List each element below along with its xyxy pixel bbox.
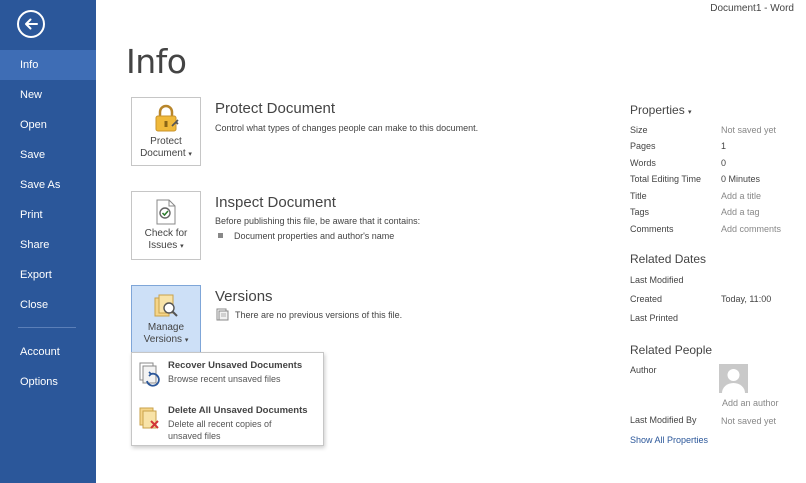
protect-document-button[interactable]: [131, 97, 201, 166]
protect-description: Control what types of changes people can make to this document.: [215, 123, 479, 133]
inspect-heading: Inspect Document: [215, 194, 336, 211]
protect-tile-label-2: Document ▾: [140, 148, 192, 159]
sidebar-item-open[interactable]: Open: [20, 119, 47, 131]
related-people-heading: Related People: [630, 343, 713, 357]
created-value: Today, 11:00: [721, 294, 772, 304]
chevron-down-icon: ▾: [180, 243, 184, 250]
bullet-icon: [218, 233, 223, 238]
prop-label-tags: Tags: [630, 207, 650, 217]
last-modified-by-value: Not saved yet: [721, 416, 777, 426]
versions-heading: Versions: [215, 288, 273, 305]
prop-label-title: Title: [630, 191, 647, 201]
author-label: Author: [630, 365, 657, 375]
prop-value-editing-time: 0 Minutes: [721, 174, 761, 184]
properties-heading[interactable]: Properties ▾: [630, 103, 692, 117]
versions-description: There are no previous versions of this file.: [235, 310, 403, 320]
versions-document-icon: [216, 308, 229, 321]
inspect-tile-label-2: Issues ▾: [148, 240, 184, 251]
prop-title-field[interactable]: Add a title: [721, 191, 762, 201]
delete-unsaved-documents-item[interactable]: [132, 399, 323, 445]
chevron-down-icon: ▾: [184, 337, 189, 344]
document-check-icon: [153, 198, 179, 226]
show-all-properties-link[interactable]: Show All Properties: [630, 435, 709, 445]
last-modified-by-label: Last Modified By: [630, 415, 697, 425]
lock-key-icon: [152, 104, 180, 134]
manage-versions-menu: [131, 352, 324, 446]
avatar: [719, 364, 748, 393]
recover-description: Browse recent unsaved files: [168, 374, 281, 384]
sidebar-item-account[interactable]: Account: [20, 346, 60, 358]
add-author-link[interactable]: Add an author: [722, 398, 779, 408]
delete-title: Delete All Unsaved Documents: [168, 405, 308, 416]
versions-tile-label-1: Manage: [147, 322, 185, 333]
last-modified-label: Last Modified: [630, 275, 684, 285]
prop-label-comments: Comments: [630, 224, 674, 234]
inspect-tile-label-1: Check for: [144, 228, 188, 239]
backstage-sidebar: [0, 0, 96, 483]
delete-description-1: Delete all recent copies of: [168, 419, 272, 429]
prop-label-size: Size: [630, 125, 648, 135]
prop-label-editing-time: Total Editing Time: [630, 174, 702, 184]
sidebar-item-close[interactable]: Close: [20, 299, 49, 311]
sidebar-item-info[interactable]: Info: [0, 50, 96, 80]
versions-tile-label-2: Versions ▾: [143, 334, 189, 345]
prop-value-words: 0: [721, 158, 727, 168]
prop-tags-field[interactable]: Add a tag: [721, 207, 760, 217]
sidebar-divider: [18, 327, 76, 328]
created-label: Created: [630, 294, 663, 304]
sidebar-item-save[interactable]: Save: [20, 149, 46, 161]
sidebar-item-save-as[interactable]: Save As: [20, 179, 61, 191]
protect-tile-label-1: Protect: [150, 136, 182, 147]
delete-document-icon: [138, 406, 162, 432]
back-arrow-icon[interactable]: [17, 10, 45, 38]
sidebar-item-share[interactable]: Share: [20, 239, 50, 251]
sidebar-item-print[interactable]: Print: [20, 209, 43, 221]
inspect-bullet-text: Document properties and author's name: [234, 231, 395, 241]
inspect-description: Before publishing this file, be aware that it contains:: [215, 216, 421, 226]
delete-description-2: unsaved files: [168, 431, 221, 441]
protect-heading: Protect Document: [215, 100, 336, 117]
recover-document-icon: [138, 361, 162, 387]
chevron-down-icon: ▾: [688, 109, 692, 116]
last-printed-label: Last Printed: [630, 313, 679, 323]
sidebar-item-options[interactable]: Options: [20, 376, 58, 388]
page-title: Info: [126, 42, 187, 81]
person-icon: [719, 364, 748, 393]
recover-title: Recover Unsaved Documents: [168, 360, 303, 371]
manage-versions-button[interactable]: [131, 285, 201, 354]
window-title: Document1 - Word: [710, 3, 794, 14]
sidebar-item-export[interactable]: Export: [20, 269, 52, 281]
related-dates-heading: Related Dates: [630, 252, 707, 266]
chevron-down-icon: ▾: [188, 151, 192, 158]
recover-unsaved-documents-item[interactable]: [132, 353, 323, 399]
sidebar-item-new[interactable]: New: [20, 89, 43, 101]
prop-value-size: Not saved yet: [721, 125, 777, 135]
prop-label-words: Words: [630, 158, 656, 168]
prop-label-pages: Pages: [630, 141, 656, 151]
prop-comments-field[interactable]: Add comments: [721, 224, 782, 234]
check-for-issues-button[interactable]: [131, 191, 201, 260]
versions-magnifier-icon: [152, 292, 180, 320]
prop-value-pages: 1: [721, 141, 727, 151]
